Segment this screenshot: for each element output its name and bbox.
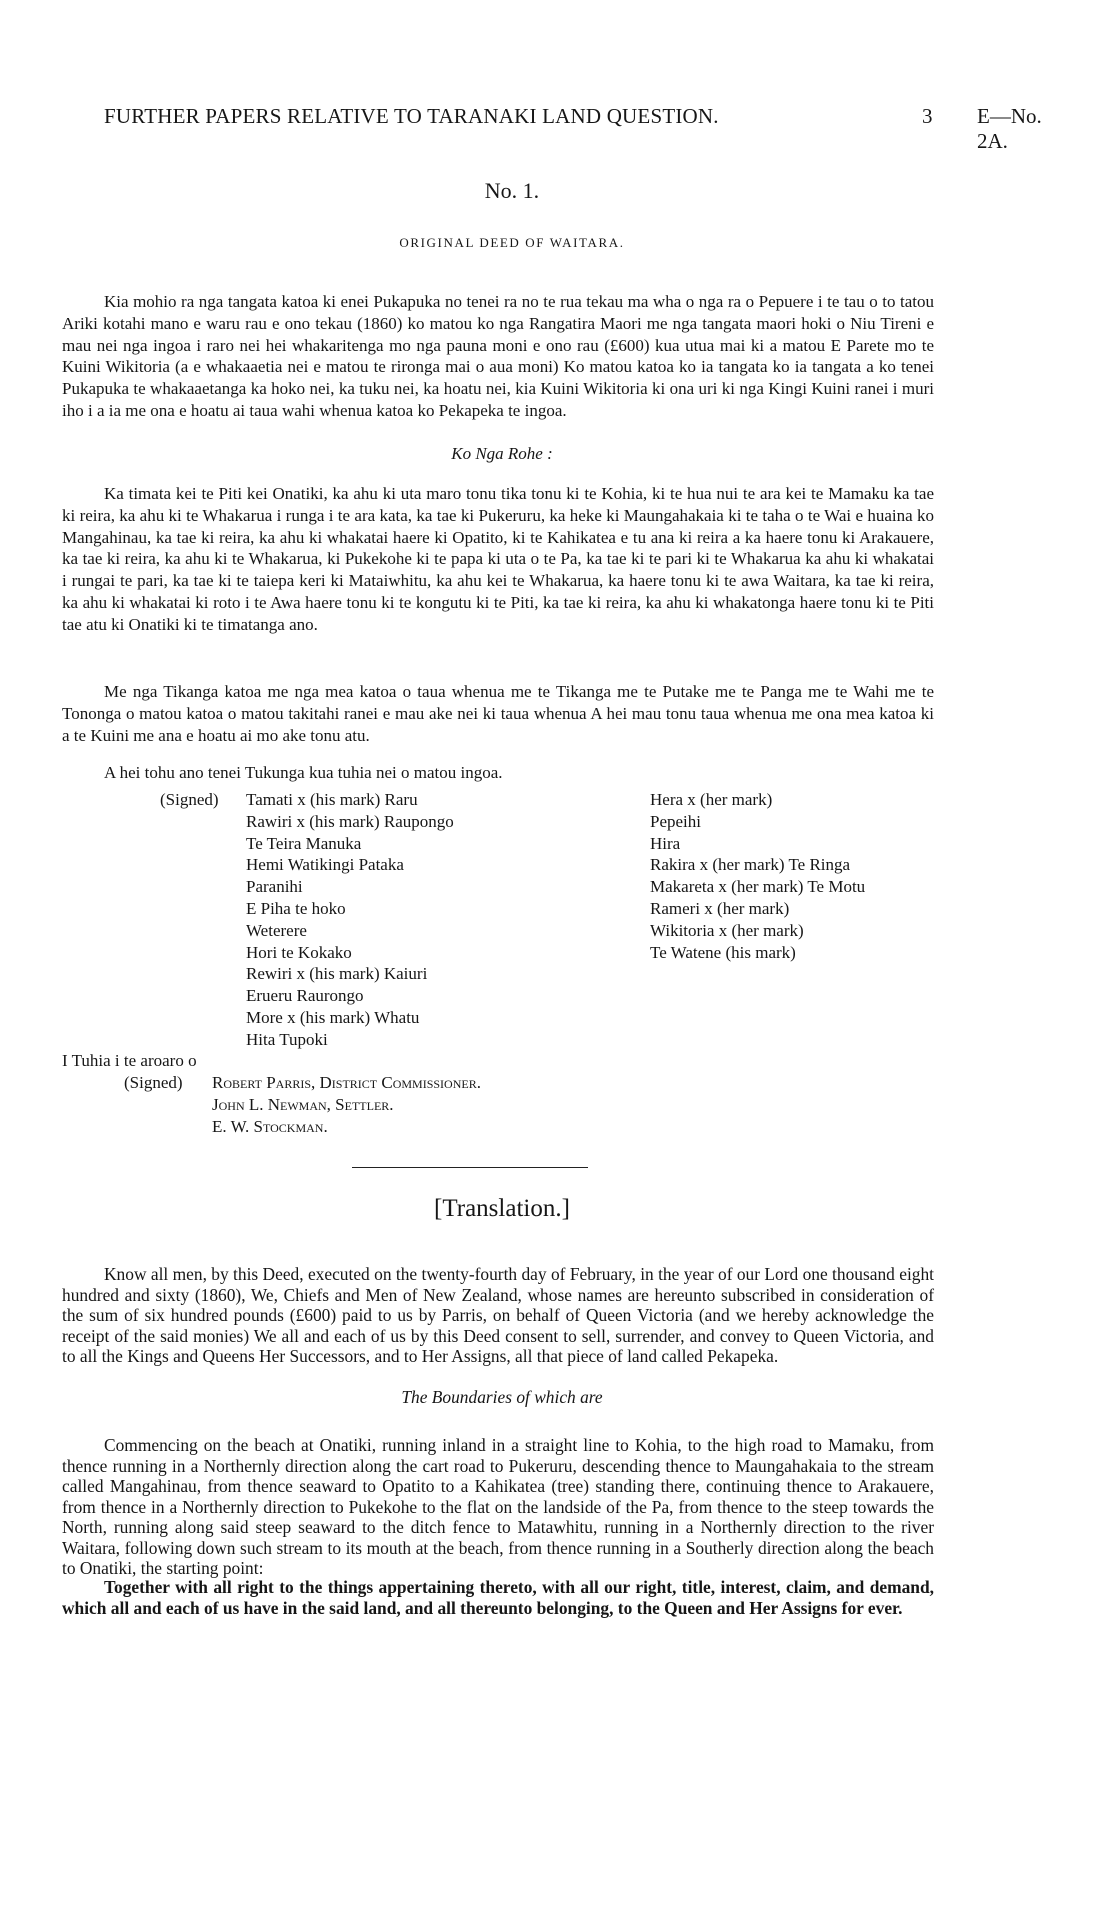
section-divider (352, 1167, 588, 1168)
signatory-name: More x (his mark) Whatu (246, 1007, 420, 1027)
signed-label: (Signed) (160, 790, 219, 809)
signatory-name: Te Watene (his mark) (650, 942, 796, 962)
maori-paragraph: Me nga Tikanga katoa me nga mea katoa o taua whenua me te Tikanga me te Putake me te Panga me te Wahi me te Tononga o matou katoa o matou takitahi ranei e mau ake nei ki taua whenua A hei mau tonu taua whenua me ona mea katoa ki a te Kuini me ana e hoatu ai mo ake tonu atu. (62, 682, 934, 745)
translation-paragraph: Know all men, by this Deed, executed on the twenty-fourth day of February, in the year of our Lord one thousand eight hundred and sixty (1860), We, Chiefs and Men of New Zealand, whose names are hereunto subscribed in consideration of the sum of six hundred pounds (£600) paid to us by Parris, on behalf of Queen Victoria (and we hereby acknowledge the receipt of the said monies) We all and each of us by this Deed consent to sell, surrender, and convey to Queen Victoria, and to all the Kings and Queens Her Successors, and to Her Assigns, all that piece of land called Pekapeka. (62, 1264, 934, 1367)
maori-paragraph: A hei tohu ano tenei Tukunga kua tuhia nei o matou ingoa. (104, 763, 503, 782)
witness-intro: I Tuhia i te aroaro o (62, 1051, 197, 1070)
signatories-right-column (650, 789, 865, 963)
signatory-name: Hera x (her mark) (650, 790, 773, 809)
witness-signed-label: (Signed) (124, 1073, 183, 1092)
signatory-name: Wikitoria x (her mark) (650, 920, 804, 940)
deed-heading: ORIGINAL DEED OF WAITARA. (399, 235, 625, 250)
translation-paragraph: Together with all right to the things appertaining thereto, with all our right, title, interest, claim, and demand, which all and each of us have in the said land, and all thereunto belonging, to the Queen and Her Assigns for ever. (62, 1577, 934, 1618)
page-number: 3 (922, 104, 933, 128)
signatory-name: Hita Tupoki (246, 1029, 328, 1049)
signatories-left-column (246, 789, 454, 1051)
document-code: E—No. 2A. (977, 104, 1042, 153)
maori-paragraph: Kia mohio ra nga tangata katoa ki enei Pukapuka no tenei ra no te rua tekau ma wha o nga ra o Pepuere i te tau o to tatou Ariki kotahi mano e waru rau e ono tekau (1860) ko matou ko nga Rangatira Maori me nga tangata maori hoki o Niu Tireni e mau nei nga ingoa i raro nei hei whakaritenga mo nga pauna moni e ono rau (£600) kua utua mai ki a matou E Parete mo te Kuini Wikitoria (a e whakaaetia nei e matou te rironga mai o aua moni) Ko matou katoa ko ia tangata ko ia tangata a ko tenei Pukapuka te whakaaetanga ka hoko nei, ka tuku nei, ka hoatu nei, kia Kuini Wikitoria ki ona uri ki nga Kingi Kuini ranei i muri iho i a ia me ona e hoatu ai taua wahi whenua katoa ko Pekapeka te ingoa. (62, 292, 934, 420)
signatory-name: Te Teira Manuka (246, 833, 362, 853)
boundaries-heading-english: The Boundaries of which are (401, 1387, 603, 1407)
signatory-name: Hemi Watikingi Pataka (246, 855, 404, 875)
signatory-name: Rewiri x (his mark) Kaiuri (246, 964, 428, 984)
signatory-name: Weterere (246, 920, 307, 940)
witness-name: E. W. Stockman. (212, 1116, 328, 1136)
signatory-name: Hori te Kokako (246, 942, 352, 962)
header-title: FURTHER PAPERS RELATIVE TO TARANAKI LAND QUESTION. (104, 104, 719, 128)
witness-name: Robert Parris, District Commissioner. (212, 1073, 481, 1092)
signatory-name: Erueru Raurongo (246, 986, 364, 1006)
witness-name: John L. Newman, Settler. (212, 1094, 394, 1114)
document-number: No. 1. (484, 178, 540, 203)
document-page (62, 0, 1062, 1918)
signatory-name: Tamati x (his mark) Raru (246, 790, 418, 809)
signatory-name: Paranihi (246, 877, 303, 897)
translation-paragraph: Commencing on the beach at Onatiki, running inland in a straight line to Kohia, to the high road to Mamaku, from thence running in a Northernly direction along the cart road to Pukeruru, descending thence to Maungahakaia to the stream called Mangahinau, from thence seaward to Opatito to a Kahikatea (tree) standing there, continuing thence to Arakauere, from thence in a Northernly direction to Pukekohe to the flat on the landside of the Pa, from thence to the steep towards the North, running along said steep seaward to the ditch fence to Matawhitu, running in a Northernly direction to the river Waitara, following down such stream to its mouth at the beach, from thence running in a Southerly direction along the beach to Onatiki, the starting point: (62, 1435, 934, 1579)
signatory-name: E Piha te hoko (246, 898, 346, 918)
witness-list (212, 1072, 481, 1137)
boundaries-heading-maori: Ko Nga Rohe : (451, 444, 553, 463)
signatory-name: Rakira x (her mark) Te Ringa (650, 855, 851, 875)
running-header (62, 104, 1062, 153)
maori-paragraph: Ka timata kei te Piti kei Onatiki, ka ahu ki uta maro tonu tika tonu ki te Kohia, ki te hua nui te ara kei te Mamaku ka tae ki reira, ka ahu ki te Whakarua i runga i te ara kata, ka tae ki Pukeruru, ka heke ki Maungahakaia ki te taha o te Wai e huaina ko Mangahinau, ka tae ki reira, ka ahu ki whakatai haere ki Opatito, ki te Kahikatea e tu ana ki reira a ka haere tonu ki Arakauere, ka tae ki reira, ka ahu ki te Whakarua, ki Pukekohe ki te papa ki uta o te Pa, ka tae ki te pari ki te Whakarua ka ahu ki whakatai i rungai te pari, ka tae ki te taiepa keri ki Mataiwhitu, ka ahu kei te Whakarua, ka haere tonu ki te awa Waitara, ka tae ki reira, ka ahu ki whakatai ki roto i te Awa haere tonu ki te kongutu ki te Piti, ka tae ki reira, ka ahu ki whakatonga haere tonu ki te Piti tae atu ki Onatiki ki te timatanga ano. (62, 484, 934, 634)
translation-heading: [Translation.] (434, 1195, 570, 1222)
signatory-name: Rawiri x (his mark) Raupongo (246, 811, 454, 831)
signatory-name: Hira (650, 833, 681, 853)
signatory-name: Rameri x (her mark) (650, 898, 790, 918)
signatory-name: Pepeihi (650, 811, 701, 831)
signatory-name: Makareta x (her mark) Te Motu (650, 877, 866, 897)
